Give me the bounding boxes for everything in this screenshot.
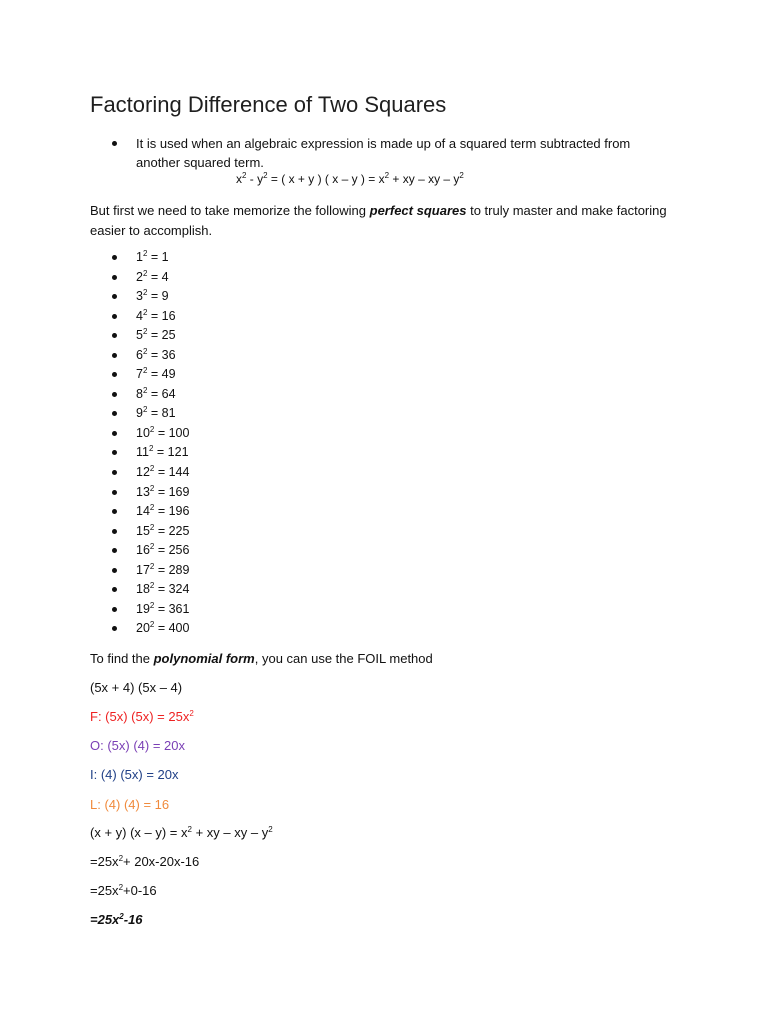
list-item [112,541,189,561]
memorize-after: to truly master and make factoring easier to accomplish. [90,203,667,238]
bullet-icon [112,314,117,319]
memorize-paragraph [90,201,670,240]
intro-list [112,134,672,172]
square-text: $6^2 = 36$ [136,346,176,362]
list-item [112,404,189,424]
bullet-icon [112,587,117,592]
square-text: $20^2 = 400$ [136,620,190,636]
bullet-icon [112,333,117,338]
foil-first: F: (5x) $(5x) = 25x^2$ [90,709,194,724]
general-expansion: (x + y) $(x - y) = x^2$ + xy – xy – $y^2$ [90,825,273,840]
square-text: $16^2 = 256$ [136,542,190,558]
square-text: $18^2 = 324$ [136,581,190,597]
square-text: $1^2 = 1$ [136,249,169,264]
polynomial-before: To find the [90,651,154,666]
bullet-icon [112,431,117,436]
polynomial-emphasis: polynomial form [153,651,255,666]
list-item [112,619,189,639]
square-text: $3^2 = 9$ [136,288,169,304]
list-item [112,346,189,366]
list-item [112,600,189,620]
list-item [112,463,189,483]
example-expression: (5x + 4) (5x – 4) [90,680,183,695]
bullet-icon [112,490,117,495]
perfect-squares-list [112,248,189,639]
step-2: $=25x^2+0-16$ [90,883,157,898]
bullet-icon [112,607,117,612]
bullet-icon [112,450,117,455]
bullet-icon [112,275,117,280]
memorize-emphasis: perfect squares [369,203,467,218]
polynomial-form-line [90,649,433,668]
square-text: $4^2 = 16$ [136,307,176,323]
list-item [112,483,189,503]
square-text: $15^2 = 225$ [136,522,190,538]
square-text: $9^2 = 81$ [136,405,176,421]
foil-last: L: (4) (4) = 16 [90,797,170,812]
list-item [112,424,189,444]
bullet-icon [112,353,117,358]
square-text: $11^2 = 121$ [136,444,189,460]
list-item [112,502,189,522]
foil-outer: O: (5x) (4) = 20x [90,738,185,753]
square-text: $17^2 = 289$ [136,561,190,577]
list-item [112,326,189,346]
intro-text: It is used when an algebraic expression is made up of a squared term subtracted from another squared term. [136,136,631,170]
list-item [112,287,189,307]
bullet-icon [112,626,117,631]
list-item [112,365,189,385]
page-title: Factoring Difference of Two Squares [90,92,447,117]
list-item [112,385,189,405]
square-text: $2^2 = 4$ [136,268,169,284]
bullet-icon [112,411,117,416]
bullet-icon [112,568,117,573]
bullet-icon [112,255,117,260]
square-text: $13^2 = 169$ [136,483,190,499]
bullet-icon [112,392,117,397]
intro-bullet [112,134,672,172]
square-text: $8^2 = 64$ [136,385,176,401]
bullet-icon [112,141,117,146]
list-item [112,307,189,327]
square-text: $19^2 = 361$ [136,600,190,616]
list-item [112,580,189,600]
foil-inner: I: (4) (5x) = 20x [90,767,179,782]
list-item [112,248,189,268]
list-item [112,522,189,542]
square-text: $14^2 = 196$ [136,503,190,519]
list-item [112,561,189,581]
step-1: $=25x^2+ 20x-20x-16$ [90,854,200,869]
difference-of-squares-equation: $x^2 - y^2$ = ( x + y ) ( x – y ) = $x^2$ + xy – xy – $y^2$ [236,171,464,186]
bullet-icon [112,294,117,299]
final-answer: $=25x^2-16$ [90,912,143,927]
square-text: $7^2 = 49$ [136,366,176,382]
list-item [112,443,189,463]
square-text: $12^2 = 144$ [136,464,190,480]
square-text: $5^2 = 25$ [136,327,176,343]
bullet-icon [112,509,117,514]
bullet-icon [112,529,117,534]
polynomial-after: , you can use the FOIL method [254,651,433,666]
bullet-icon [112,372,117,377]
list-item [112,268,189,288]
bullet-icon [112,548,117,553]
square-text: $10^2 = 100$ [136,424,190,440]
memorize-before: But first we need to take memorize the following [90,203,370,218]
bullet-icon [112,470,117,475]
